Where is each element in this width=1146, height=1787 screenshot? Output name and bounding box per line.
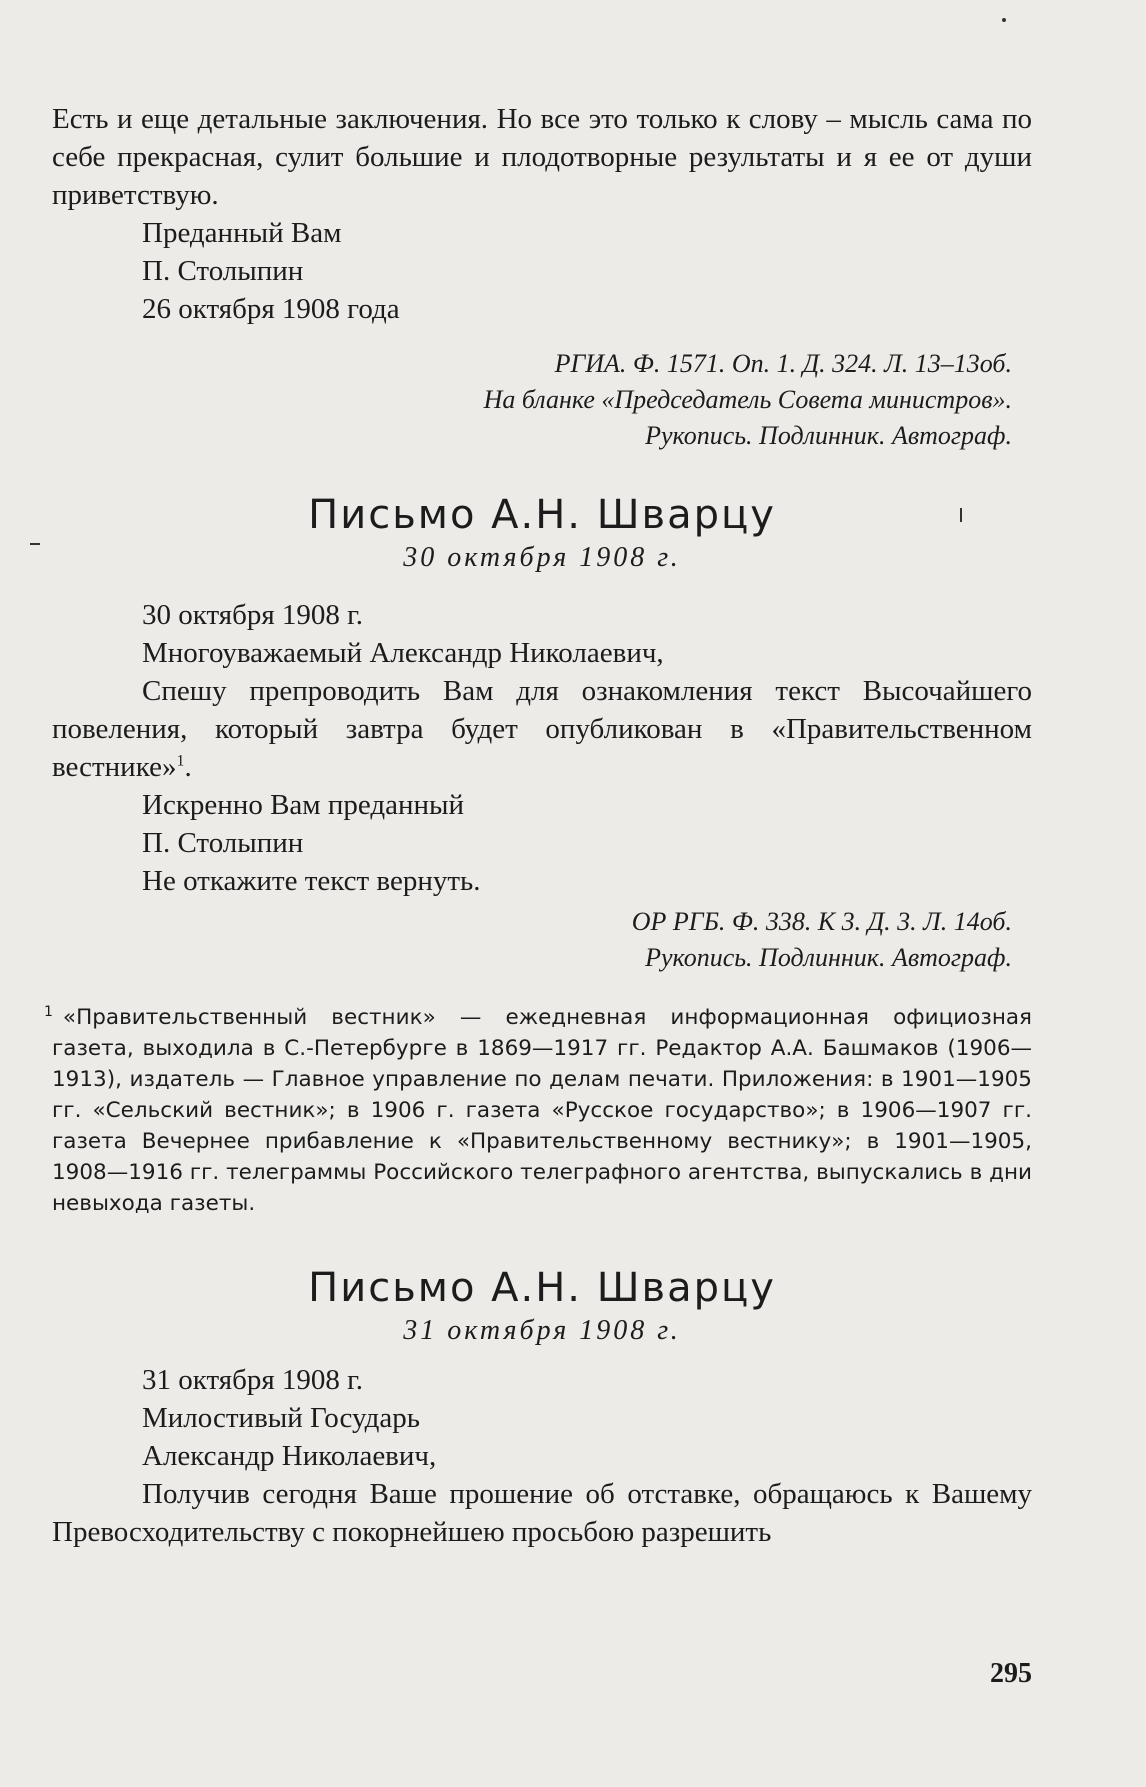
footnote-marker: 1 [44,1003,53,1020]
letter-title: Письмо А.Н. Шварцу [308,1265,776,1311]
archive-source: ОР РГБ. Ф. 338. К 3. Д. 3. Л. 14об. [631,907,1012,936]
letter-date: 30 октября 1908 г. [142,599,364,631]
stray-dot [1002,18,1006,22]
letter-greeting-line1: Милостивый Государь [142,1402,420,1434]
footnote [44,1002,1032,1219]
closing-phrase: Искренно Вам преданный [142,789,465,821]
letter-date-italic: 31 октября 1908 г. [403,1315,681,1346]
letter-body-end: . [184,751,192,783]
page-number: 295 [990,1658,1032,1689]
letter-title: Письмо А.Н. Шварцу [308,492,776,538]
document-kind: Рукопись. Подлинник. Автограф. [645,943,1012,972]
signature: П. Столыпин [142,255,304,287]
letter-date-italic: 30 октября 1908 г. [403,542,681,573]
letter-body-text: Спешу препроводить Вам для ознакомления текст Высочайшего повеления, который завтра будет опубликован в «Правительственном вестнике» [52,675,1032,783]
letter-ending-block [52,100,1032,454]
footnote-body: «Правительственный вестник» — ежедневная информационная официозная газета, выходила в С.-Петербурге в 1869—1917 гг. Редактор А.А. Башмаков (1906—1913), издатель — Главное управление по делам печати. Приложения: в 1901—1905 гг. «Сельский вестник»; в 1906 г. газета «Русское государство»; в 1906—1907 гг. газета Вечернее прибавление к «Правительственному вестнику»; в 1901—1905, 1908—1916 гг. телеграммы Российского телеграфного агентства, выпускались в дни невыхода газеты. [52,1005,1032,1216]
page-content [44,100,1032,1551]
margin-tick [30,543,40,545]
letter-30-october [52,490,1032,976]
footnote-reference: 1 [176,752,185,770]
closing-paragraph: Есть и еще детальные заключения. Но все это только к слову – мысль сама по себе прекрасная, сулит большие и плодотворные результаты и я ее от души приветствую. [52,103,1032,211]
letter-date: 26 октября 1908 года [142,293,400,325]
letterhead-note: На бланке «Председатель Совета министров». [483,385,1012,414]
archive-source: РГИА. Ф. 1571. Оп. 1. Д. 324. Л. 13–13об. [554,349,1012,378]
document-kind: Рукопись. Подлинник. Автограф. [645,421,1012,450]
letter-body [52,672,1032,786]
letter-31-october [52,1263,1032,1551]
letter-body: Получив сегодня Ваше прошение об отставке, обращаюсь к Вашему Превосходительству с покорнейшею просьбою разрешить [52,1478,1032,1548]
letter-greeting-line2: Александр Николаевич, [142,1440,437,1472]
closing-phrase: Преданный Вам [142,217,342,249]
postscript: Не откажите текст вернуть. [142,865,481,897]
footnote-text [44,1002,1032,1219]
letter-greeting: Многоуважаемый Александр Николаевич, [142,637,664,669]
letter-date: 31 октября 1908 г. [142,1364,364,1396]
signature: П. Столыпин [142,827,304,859]
